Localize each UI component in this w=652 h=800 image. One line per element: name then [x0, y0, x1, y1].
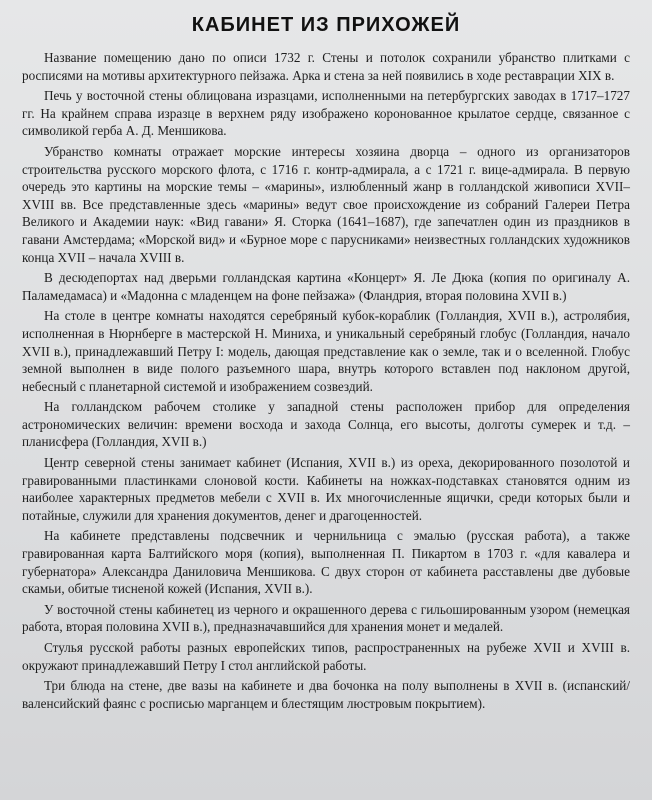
paragraph-7: Центр северной стены занимает кабинет (Испания, XVII в.) из ореха, декорированного позолотой и гравированными пластинками слоновой кости. Кабинеты на ножках-подставках становятся одним из наиболее характерных предметов мебели с XVII в. Их многочисленные ящички, среди которых были и потайные, служили для хранения документов, денег и драгоценностей. — [22, 455, 630, 523]
paragraph-4: В десюдепортах над дверьми голландская картина «Концерт» Я. Ле Дюка (копия по оригиналу А. Паламедамаса) и «Мадонна с младенцем на фоне пейзажа» (Фландрия, вторая половина XVII в.) — [22, 270, 630, 303]
paragraph-3: Убранство комнаты отражает морские интересы хозяина дворца – одного из организаторов строительства русского морского флота, с 1716 г. контр-адмирала, а с 1721 г. вице-адмирала. В первую очередь это картины на морские темы – «марины», излюбленный жанр в голландской живописи XVII–XVIII вв. Все представленные здесь «марины» ведут свое происхождение из собраний Галереи Петра Великого и Академии наук: «Вид гавани» Я. Сторка (1641–1687), где запечатлен один из праздников в гавани Амстердама; «Морской вид» и «Бурное море с парусниками» неизвестных голландских художников конца XVII – начала XVIII в. — [22, 143, 630, 265]
placard-body — [22, 49, 630, 712]
paragraph-2: Печь у восточной стены облицована изразцами, исполненными на петербургских заводах в 1717–1727 гг. На крайнем справа изразце в верхнем ряду изображено коронованное крылатое сердце, связанное с символикой герба А. Д. Меншикова. — [22, 88, 630, 139]
paragraph-10: Стулья русской работы разных европейских типов, распространенных на рубеже XVII и XVIII в. окружают принадлежавший Петру I стол английской работы. — [22, 640, 630, 673]
paragraph-11: Три блюда на стене, две вазы на кабинете и два бочонка на полу выполнены в XVII в. (испанский/валенсийский фаянс с росписью марганцем и блестящим люстровым покрытием). — [22, 678, 630, 711]
placard-title: КАБИНЕТ ИЗ ПРИХОЖЕЙ — [191, 14, 461, 36]
paragraph-8: На кабинете представлены подсвечник и чернильница с эмалью (русская работа), а также гравированная карта Балтийского моря (копия), выполненная П. Пикартом в 1703 г. «для кавалера и губернатора» Александра Даниловича Меншикова. С двух сторон от кабинета расставлены две дубовые скамьи, обитые тисненой кожей (Испания, XVII в.). — [22, 528, 630, 597]
paragraph-9: У восточной стены кабинетец из черного и окрашенного дерева с гильошированным узором (немецкая работа, вторая половина XVII в.), предназначавшийся для хранения монет и медалей. — [22, 601, 630, 635]
paragraph-6: На голландском рабочем столике у западной стены расположен прибор для определения астрономических величин: времени восхода и захода Солнца, его высоты, долготы сумерек и т.д. – планисфера (Голландия, XVII в.) — [22, 399, 630, 450]
paragraph-1: Название помещению дано по описи 1732 г. Стены и потолок сохранили убранство плитками с росписями на мотивы архитектурного пейзажа. Арка и стена за ней появились в ходе реставрации XIX в. — [22, 50, 630, 83]
paragraph-5: На столе в центре комнаты находятся серебряный кубок-кораблик (Голландия, XVII в.), астролябия, исполненная в Нюрнберге в мастерской Н. Миниха, и уникальный серебряный глобус (Голландия, начало XVII в.), принадлежавший Петру I: модель, дающая представление как о земле, так и о вселенной. Глобус земной выполнен в виде полого разъемного шара, внутрь которого вставлен под наклоном другой, небесный с планетарной системой и изображением созвездий. — [22, 308, 630, 394]
